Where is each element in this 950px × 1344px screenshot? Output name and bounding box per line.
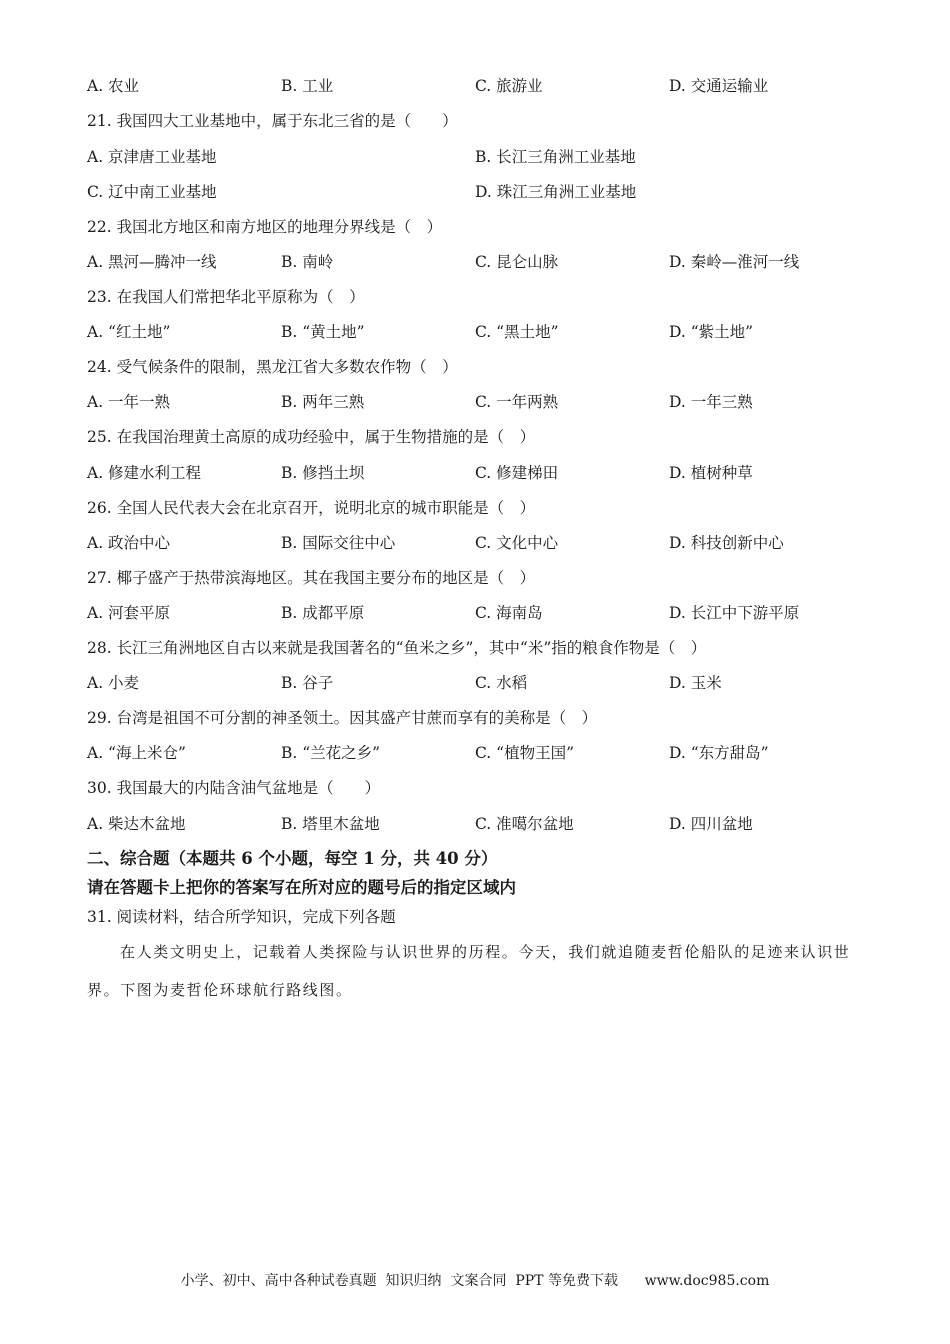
q20-option-b: B. 工业 (281, 77, 334, 95)
q31-stem: 31. 阅读材料，结合所学知识，完成下列各题 (87, 908, 396, 926)
q20-option-a: A. 农业 (87, 77, 140, 95)
q26-option-c: C. 文化中心 (475, 534, 559, 552)
q28-option-b: B. 谷子 (281, 674, 334, 692)
q20-option-d: D. 交通运输业 (669, 77, 769, 95)
q22-option-c: C. 昆仑山脉 (475, 253, 559, 271)
q24-stem: 24. 受气候条件的限制，黑龙江省大多数农作物（ ） (87, 358, 458, 376)
q21-option-b: B. 长江三角洲工业基地 (475, 148, 636, 166)
q24-option-d: D. 一年三熟 (669, 393, 753, 411)
q27-option-c: C. 海南岛 (475, 604, 543, 622)
q22-stem: 22. 我国北方地区和南方地区的地理分界线是（ ） (87, 218, 443, 236)
q20-option-c: C. 旅游业 (475, 77, 543, 95)
q30-option-d: D. 四川盆地 (669, 815, 753, 833)
q21-option-c: C. 辽中南工业基地 (87, 183, 217, 201)
q22-option-b: B. 南岭 (281, 253, 334, 271)
q25-option-d: D. 植树种草 (669, 464, 753, 482)
q23-option-b: B. “黄土地” (281, 323, 365, 341)
page-footer: 小学、初中、高中各种试卷真题 知识归纳 文案合同 PPT 等免费下载 www.doc985.com (180, 1273, 770, 1289)
q31-material-line-2: 界。下图为麦哲伦环球航行路线图。 (87, 981, 353, 999)
q23-stem: 23. 在我国人们常把华北平原称为（ ） (87, 288, 365, 306)
q27-option-a: A. 河套平原 (87, 604, 171, 622)
q23-option-a: A. “红土地” (87, 323, 171, 341)
q30-stem: 30. 我国最大的内陆含油气盆地是（ ） (87, 779, 381, 797)
q28-option-d: D. 玉米 (669, 674, 722, 692)
q29-option-a: A. “海上米仓” (87, 744, 186, 762)
q25-option-c: C. 修建梯田 (475, 464, 559, 482)
q25-option-a: A. 修建水利工程 (87, 464, 202, 482)
q21-option-a: A. 京津唐工业基地 (87, 148, 217, 166)
section-2-instruction: 请在答题卡上把你的答案写在所对应的题号后的指定区域内 (87, 878, 516, 897)
q30-option-c: C. 准噶尔盆地 (475, 815, 574, 833)
q26-option-b: B. 国际交往中心 (281, 534, 396, 552)
q28-stem: 28. 长江三角洲地区自古以来就是我国著名的“鱼米之乡”，其中“米”指的粮食作物是（ ） (87, 639, 707, 657)
q28-option-c: C. 水稻 (475, 674, 528, 692)
q22-option-a: A. 黑河—腾冲一线 (87, 253, 217, 271)
q24-option-c: C. 一年两熟 (475, 393, 559, 411)
q23-option-d: D. “紫土地” (669, 323, 754, 341)
q21-option-d: D. 珠江三角洲工业基地 (475, 183, 637, 201)
q24-option-b: B. 两年三熟 (281, 393, 365, 411)
q29-option-c: C. “植物王国” (475, 744, 575, 762)
q21-stem: 21. 我国四大工业基地中，属于东北三省的是（ ） (87, 112, 458, 130)
q24-option-a: A. 一年一熟 (87, 393, 171, 411)
q29-stem: 29. 台湾是祖国不可分割的神圣领土。因其盛产甘蔗而享有的美称是（ ） (87, 709, 598, 727)
q25-option-b: B. 修挡土坝 (281, 464, 365, 482)
q26-stem: 26. 全国人民代表大会在北京召开，说明北京的城市职能是（ ） (87, 499, 536, 517)
q31-material-line-1: 在人类文明史上，记载着人类探险与认识世界的历程。今天，我们就追随麦哲伦船队的足迹来认识世 (120, 943, 851, 961)
q25-stem: 25. 在我国治理黄土高原的成功经验中，属于生物措施的是（ ） (87, 428, 536, 446)
q26-option-d: D. 科技创新中心 (669, 534, 784, 552)
q27-option-b: B. 成都平原 (281, 604, 365, 622)
q29-option-d: D. “东方甜岛” (669, 744, 769, 762)
q26-option-a: A. 政治中心 (87, 534, 171, 552)
q27-option-d: D. 长江中下游平原 (669, 604, 800, 622)
q23-option-c: C. “黑土地” (475, 323, 559, 341)
q30-option-a: A. 柴达木盆地 (87, 815, 186, 833)
q30-option-b: B. 塔里木盆地 (281, 815, 380, 833)
q29-option-b: B. “兰花之乡” (281, 744, 381, 762)
section-2-title: 二、综合题（本题共 6 个小题，每空 1 分，共 40 分） (87, 849, 498, 868)
q22-option-d: D. 秦岭—淮河一线 (669, 253, 800, 271)
q27-stem: 27. 椰子盛产于热带滨海地区。其在我国主要分布的地区是（ ） (87, 569, 536, 587)
q28-option-a: A. 小麦 (87, 674, 140, 692)
